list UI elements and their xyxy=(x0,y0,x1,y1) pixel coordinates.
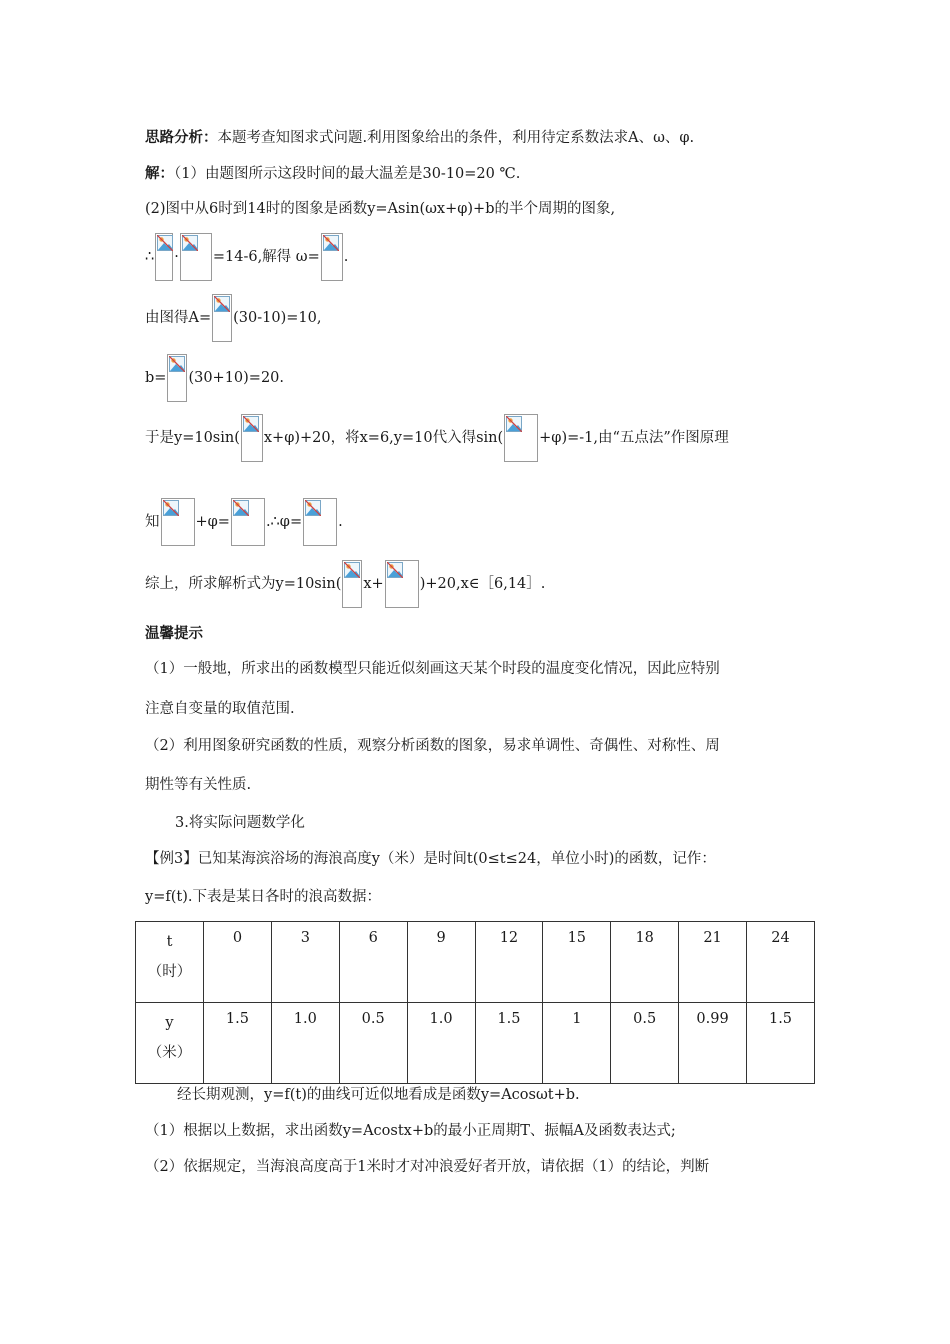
analysis-line xyxy=(145,128,694,148)
solution-text-2: (2)图中从6时到14时的图象是函数y=Asin(ωx+φ)+b的半个周期的图象, xyxy=(145,201,616,217)
example-3-line-2: y=f(t).下表是某日各时的浪高数据： xyxy=(145,889,381,905)
omega-text: =14-6,解得 ω= xyxy=(212,249,320,265)
broken-image-icon xyxy=(182,235,198,251)
tip-title: 温馨提示 xyxy=(145,626,203,642)
question-1: （1）根据以上数据，求出函数y=Acostx+b的最小正周期T、振幅A及函数表达式; xyxy=(145,1123,676,1139)
broken-image-icon xyxy=(231,498,265,546)
analysis-label: 思路分析： xyxy=(145,130,218,146)
table-cell: 1.5 xyxy=(475,1003,543,1084)
tip-1b: 注意自变量的取值范围. xyxy=(145,701,295,717)
table-cell: 21 xyxy=(679,922,747,1003)
broken-image-icon xyxy=(385,560,419,608)
phi-text-a: 知 xyxy=(145,514,160,530)
tip-1a: （1）一般地，所求出的函数模型只能近似刻画这天某个时段的温度变化情况，因此应特别 xyxy=(145,661,720,677)
amplitude-line xyxy=(145,293,321,343)
phi-text-b: +φ= xyxy=(195,514,230,530)
phi-text-d: . xyxy=(338,514,343,530)
table-row xyxy=(136,1003,815,1084)
section-heading: 3.将实际问题数学化 xyxy=(175,815,305,831)
therefore-symbol: ∴ xyxy=(145,249,155,265)
table-cell: 18 xyxy=(611,922,679,1003)
broken-image-icon xyxy=(212,294,232,342)
broken-image-icon xyxy=(344,562,360,578)
tip-2b: 期性等有关性质. xyxy=(145,777,252,793)
solution-label: 解： xyxy=(145,166,174,182)
y-label: y xyxy=(165,1015,174,1031)
broken-image-icon xyxy=(323,235,339,251)
broken-image-icon xyxy=(504,414,538,462)
offset-text-b: (30+10)=20. xyxy=(188,370,285,386)
broken-image-icon xyxy=(233,500,249,516)
broken-image-icon xyxy=(169,356,185,372)
solution-line-1 xyxy=(145,164,520,184)
substitution-text-c: +φ)=-1,由“五点法”作图原理 xyxy=(539,430,729,446)
solution-line-2 xyxy=(145,199,615,219)
table-cell: 1.5 xyxy=(204,1003,272,1084)
table-cell: 9 xyxy=(407,922,475,1003)
example-3-line-1: 【例3】已知某海滨浴场的海浪高度y（米）是时间t(0≤t≤24，单位小时)的函数，记作： xyxy=(145,851,716,867)
table-header-cell xyxy=(136,1003,204,1084)
table-cell: 1.0 xyxy=(271,1003,339,1084)
table-row xyxy=(136,922,815,1003)
broken-image-icon xyxy=(321,233,343,281)
table-cell: 0 xyxy=(204,922,272,1003)
broken-image-icon xyxy=(155,233,173,281)
dot-operator: · xyxy=(174,249,179,265)
phi-text-c: .∴φ= xyxy=(265,514,303,530)
table-cell: 0.99 xyxy=(679,1003,747,1084)
broken-image-icon xyxy=(342,560,362,608)
table-cell: 24 xyxy=(747,922,815,1003)
t-unit: （时） xyxy=(147,964,192,980)
summary-text-b: x+ xyxy=(363,576,384,592)
broken-image-icon xyxy=(506,416,522,432)
broken-image-icon xyxy=(180,233,212,281)
y-unit: （米） xyxy=(147,1045,192,1061)
summary-line xyxy=(145,559,545,609)
offset-line xyxy=(145,353,284,403)
period-mark: . xyxy=(343,249,349,265)
tip-2a: （2）利用图象研究函数的性质，观察分析函数的图象，易求单调性、奇偶性、对称性、周 xyxy=(145,738,720,754)
broken-image-icon xyxy=(387,562,403,578)
table-cell: 0.5 xyxy=(611,1003,679,1084)
substitution-text-a: 于是y=10sin( xyxy=(145,430,240,446)
amplitude-text-a: 由图得A= xyxy=(145,310,212,326)
broken-image-icon xyxy=(157,235,173,251)
table-cell: 15 xyxy=(543,922,611,1003)
table-header-cell xyxy=(136,922,204,1003)
summary-text-a: 综上，所求解析式为y=10sin( xyxy=(145,576,342,592)
table-cell: 1.5 xyxy=(747,1003,815,1084)
observation-line: 经长期观测，y=f(t)的曲线可近似地看成是函数y=Acosωt+b. xyxy=(177,1087,580,1103)
broken-image-icon xyxy=(163,500,179,516)
omega-line xyxy=(145,232,348,282)
wave-height-table xyxy=(135,921,815,1084)
broken-image-icon xyxy=(214,296,230,312)
table-cell: 6 xyxy=(339,922,407,1003)
table-cell: 12 xyxy=(475,922,543,1003)
table-cell: 0.5 xyxy=(339,1003,407,1084)
broken-image-icon xyxy=(303,498,337,546)
broken-image-icon xyxy=(167,354,187,402)
table-cell: 3 xyxy=(271,922,339,1003)
broken-image-icon xyxy=(243,416,259,432)
table-cell: 1.0 xyxy=(407,1003,475,1084)
broken-image-icon xyxy=(161,498,195,546)
solution-text-1: （1）由题图所示这段时间的最大温差是30-10=20 ℃. xyxy=(174,166,521,182)
summary-text-c: )+20,x∈［6,14］. xyxy=(419,576,546,592)
table-cell: 1 xyxy=(543,1003,611,1084)
amplitude-text-b: (30-10)=10, xyxy=(233,310,322,326)
broken-image-icon xyxy=(241,414,263,462)
phi-line xyxy=(145,497,343,547)
offset-text-a: b= xyxy=(145,370,167,386)
question-2: （2）依据规定，当海浪高度高于1米时才对冲浪爱好者开放，请依据（1）的结论，判断 xyxy=(145,1159,710,1175)
substitution-text-b: x+φ)+20，将x=6,y=10代入得sin( xyxy=(263,430,504,446)
substitution-line xyxy=(145,413,729,463)
broken-image-icon xyxy=(305,500,321,516)
analysis-text: 本题考查知图求式问题.利用图象给出的条件，利用待定系数法求A、ω、φ. xyxy=(217,130,695,146)
t-label: t xyxy=(166,934,173,950)
